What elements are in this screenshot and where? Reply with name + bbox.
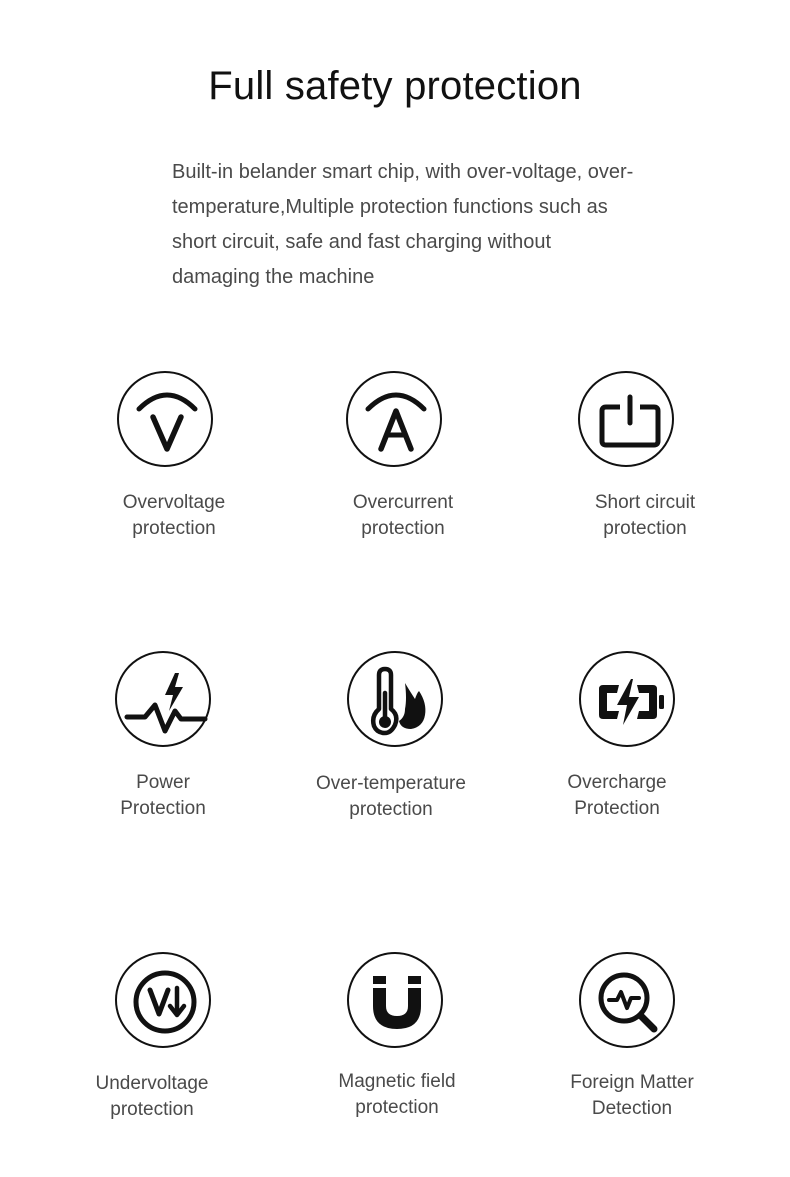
description-text: Built-in belander smart chip, with over-voltage, over-temperature,Multiple protection functions such as short circuit, safe and fast charging without damaging the machine bbox=[172, 161, 634, 288]
voltmeter-v-icon bbox=[117, 371, 213, 467]
feature-label-line1: Overvoltage bbox=[122, 492, 226, 513]
feature-label-line2: protection bbox=[355, 1097, 439, 1118]
power-plug-icon bbox=[578, 371, 674, 467]
feature-label-line2: Protection bbox=[120, 798, 206, 819]
feature-label-line1: Over-temperature bbox=[316, 773, 466, 794]
feature-label-line2: protection bbox=[110, 1099, 194, 1120]
page-title: Full safety protection bbox=[208, 64, 582, 108]
feature-label-line2: Detection bbox=[591, 1098, 673, 1119]
feature-label-line2: protection bbox=[349, 799, 433, 820]
feature-label-line1: Magnetic field bbox=[338, 1071, 456, 1092]
power-surge-icon bbox=[115, 651, 211, 747]
feature-label-line2: protection bbox=[603, 518, 687, 539]
undervoltage-icon bbox=[115, 952, 211, 1048]
feature-label-line2: protection bbox=[361, 518, 445, 539]
feature-label-line1: Overcharge bbox=[567, 772, 667, 793]
feature-label-line1: Undervoltage bbox=[95, 1073, 209, 1094]
ammeter-a-icon bbox=[346, 371, 442, 467]
feature-label-line1: Power bbox=[136, 772, 190, 793]
thermometer-flame-icon bbox=[347, 651, 443, 747]
feature-label-line2: protection bbox=[132, 518, 216, 539]
battery-charge-icon bbox=[579, 651, 675, 747]
feature-label-line1: Foreign Matter bbox=[570, 1072, 694, 1093]
feature-label-line1: Short circuit bbox=[594, 492, 696, 513]
feature-label-line1: Overcurrent bbox=[352, 492, 454, 513]
feature-label-line2: Protection bbox=[574, 798, 660, 819]
magnifier-pulse-icon bbox=[579, 952, 675, 1048]
magnet-icon bbox=[347, 952, 443, 1048]
